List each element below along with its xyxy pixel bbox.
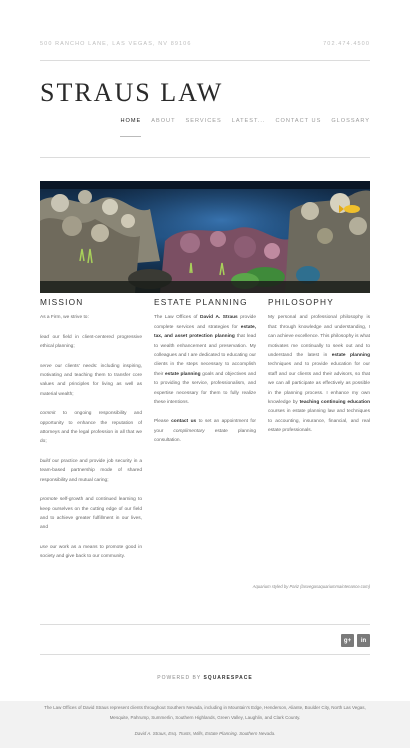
nav-item-contact-us[interactable]: CONTACT US — [275, 118, 322, 124]
powered-by[interactable]: POWERED BY SQUARESPACE — [157, 675, 253, 681]
service-area-text: The Law Offices of David Straus represent clients throughout Southern Nevada, including in Mountain's Edge, Henderson, Aliante, Boulder City, North Las Vegas, Mesquite, Pahrump, Summerlin, Southern Highlands, Green Valley, Laughlin, and Clark County. — [44, 705, 366, 720]
mission-item: promote self-growth and continued learning to keep ourselves on the cutting edge of our field and to achieve greater fulfillment in our lives, and — [40, 497, 142, 531]
mission-item: build our practice and provide job security in a team-based partnership mode of shared responsibility and mutual caring; — [40, 458, 142, 483]
contact-us-link[interactable]: contact us — [171, 419, 197, 425]
linkedin-icon[interactable]: in — [357, 634, 370, 647]
nav-item-glossary[interactable]: GLOSSARY — [331, 118, 370, 124]
top-contact-bar — [40, 41, 370, 51]
mission-heading: MISSION — [40, 297, 84, 307]
nav-divider — [40, 157, 370, 158]
mission-column — [40, 298, 142, 572]
main-nav — [120, 118, 370, 124]
consultation-paragraph: Please contact us to set an appointment for your complimentary estate planning consultation. — [154, 419, 256, 444]
nav-item-home[interactable]: HOME — [120, 118, 142, 124]
footer-tagline: David A. Straus, Esq. Trusts, Wills, Estate Planning. Southern Nevada. — [134, 731, 276, 736]
estate-planning-heading: ESTATE PLANNING — [154, 297, 248, 307]
address-text: 500 RANCHO LANE, LAS VEGAS, NV 89106 — [40, 41, 192, 47]
nav-item-latest[interactable]: LATEST... — [231, 118, 266, 124]
philosophy-paragraph: My personal and professional philosophy is that: through knowledge and understanding, I can achieve excellence. This philosophy is what motivates me continually to seek out and to understand the latest in estate planning techniques and to provide education for our staff and our clients and their advisors, so that we can all participate as effectively as possible in the planning process. I enhance my own knowledge by teaching continuing education courses in estate planning law and techniques to accounting, insurance, financial, and real estate professionals. — [268, 315, 371, 434]
estate-planning-paragraph: The Law Offices of David A. Straus provide complete services and strategies for estate, tax, and asset protection planning that lead to wealth enhancement and preservation. My colleagues and I are dedicated to educating our clients in the steps necessary to accomplish their estate planning goals and objectives and to providing the service, professionalism, and expertise necessary for them to fully realize these intentions. — [154, 315, 257, 406]
nav-item-about[interactable]: ABOUT — [151, 118, 176, 124]
mission-item: serve our clients' needs: including inspiring, motivating and teaching them to transfer core values and principles for living as well as material wealth; — [40, 363, 142, 397]
phone-text[interactable]: 702.474.4500 — [323, 41, 370, 47]
footer-divider — [40, 624, 370, 625]
image-credit[interactable]: Aquarium styled by Pariz (lasvegasaquariummaintenance.com) — [252, 584, 370, 589]
mission-item: lead our field in client-centered progressive ethical planning; — [40, 334, 142, 350]
social-divider — [40, 654, 370, 655]
aquarium-scene — [40, 181, 370, 293]
nav-item-services[interactable]: SERVICES — [185, 118, 222, 124]
aquarium-banner-image — [40, 181, 370, 293]
mission-item: use our work as a means to promote good in society and give back to our community. — [40, 544, 142, 560]
philosophy-heading: PHILOSOPHY — [268, 297, 334, 307]
mission-item: commit to ongoing responsibility and opportunity to enhance the reputation of attorneys and the legal profession in all that we do; — [40, 411, 142, 445]
google-plus-icon[interactable]: g+ — [341, 634, 354, 647]
mission-intro: As a Firm, we strive to: — [40, 315, 89, 321]
estate-planning-column — [154, 298, 256, 456]
top-divider — [40, 60, 370, 61]
site-title[interactable]: STRAUS LAW — [40, 78, 224, 107]
philosophy-column — [268, 298, 370, 446]
social-links — [341, 634, 370, 647]
site-footer — [0, 701, 410, 748]
